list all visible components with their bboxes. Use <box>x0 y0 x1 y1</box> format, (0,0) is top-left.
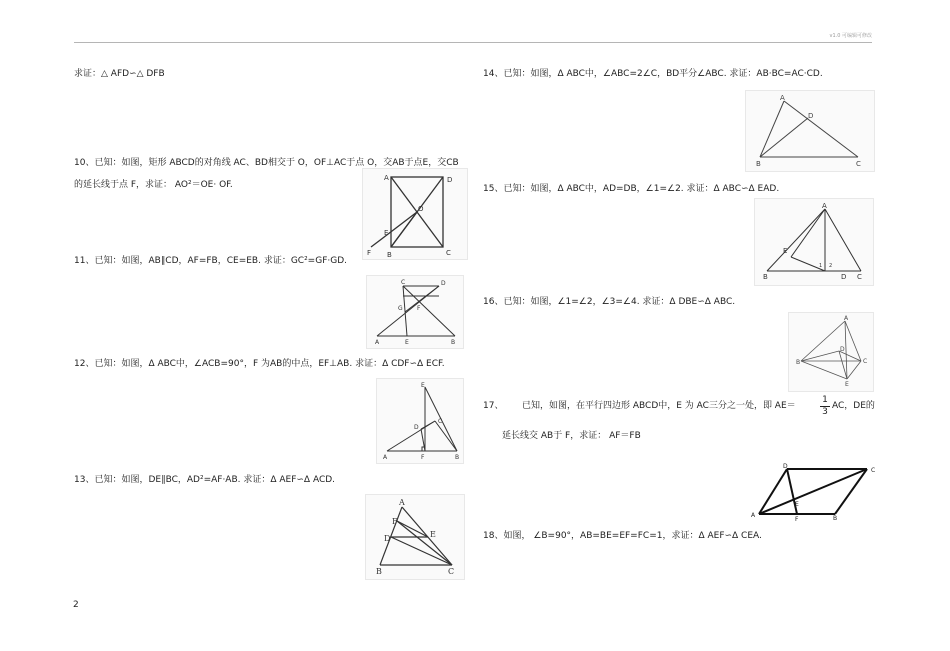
intro-statement: 求证：△ AFD∽△ DFB <box>74 69 165 79</box>
label-D: D <box>841 273 847 281</box>
label-B: B <box>833 515 838 521</box>
label-E: E <box>421 382 425 389</box>
label-C: C <box>438 418 443 425</box>
label-C: C <box>401 279 406 286</box>
label-B: B <box>451 339 456 346</box>
label-A: A <box>844 315 849 322</box>
label-D: D <box>441 280 446 287</box>
problem-12: 12、已知：如图，Δ ABC中，∠ACB=90°，F 为AB的中点，EF⊥AB. 求证：Δ CDF∽Δ ECF. <box>74 359 445 369</box>
label-C: C <box>856 160 861 168</box>
problem-17-line2: 延长线交 AB于 F，求证： AF＝FB <box>502 431 641 441</box>
problem-18: 18、如图， ∠B=90°，AB=BE=EF=FC=1，求证：Δ AEF∽Δ CEA. <box>483 531 762 541</box>
label-A: A <box>399 498 405 507</box>
header-rule <box>74 42 872 43</box>
label-D: D <box>447 176 453 184</box>
label-A: A <box>375 339 380 346</box>
label-B: B <box>756 160 761 168</box>
problem-10-line1: 10、已知：如图，矩形 ABCD的对角线 AC、BD相交于 O，OF⊥AC于点 O，交AB于点E，交CB <box>74 158 459 168</box>
label-A: A <box>822 202 827 210</box>
label-B: B <box>763 273 768 281</box>
label-C: C <box>871 467 876 474</box>
fraction-denominator: 3 <box>822 407 828 417</box>
label-E: E <box>795 501 799 508</box>
problem-11: 11、已知：如图，AB∥CD，AF=FB，CE=EB. 求证：GC²=GF·GD. <box>74 256 348 266</box>
label-E: E <box>384 229 389 237</box>
problem-17-line1: 已知，如图，在平行四边形 ABCD中，E 为 AC三分之一处，即 AE＝ <box>522 401 796 411</box>
label-C: C <box>857 273 862 281</box>
problem-14: 14、已知：如图，Δ ABC中，∠ABC=2∠C，BD平分∠ABC. 求证：AB·BC=AC·CD. <box>483 69 823 79</box>
label-D: D <box>840 346 845 353</box>
label-B: B <box>796 359 801 366</box>
label-E: E <box>405 339 409 346</box>
page-number: 2 <box>73 600 79 610</box>
figure-12 <box>376 378 464 464</box>
label-F: F <box>367 249 372 257</box>
fraction-numerator: 1 <box>822 395 828 405</box>
label-B: B <box>376 567 382 576</box>
figure-17 <box>746 460 878 522</box>
label-A: A <box>751 512 756 519</box>
label-F: F <box>795 516 799 521</box>
label-A: A <box>384 174 389 182</box>
problem-17-line1-tail: AC，DE的 <box>832 401 875 411</box>
problem-17-number: 17、 <box>483 401 504 411</box>
figure-15 <box>754 198 874 286</box>
label-D: D <box>783 463 788 470</box>
label-C: C <box>448 567 455 576</box>
label-C: C <box>446 249 451 257</box>
label-2: 2 <box>829 263 833 269</box>
problem-13: 13、已知：如图，DE∥BC，AD²=AF·AB. 求证：Δ AEF∽Δ ACD. <box>74 475 336 485</box>
problem-10-line2: 的延长线于点 F，求证： AO²＝OE· OF. <box>74 180 233 190</box>
figure-11 <box>366 275 464 349</box>
figure-13 <box>365 494 465 580</box>
label-E: E <box>430 530 436 539</box>
problem-15: 15、已知：如图，Δ ABC中，AD=DB，∠1=∠2. 求证：Δ ABC∽Δ EAD. <box>483 184 780 194</box>
fraction-one-third <box>820 396 830 417</box>
label-F: F <box>392 517 398 526</box>
label-D: D <box>384 534 391 543</box>
label-A: A <box>780 94 785 102</box>
label-B: B <box>455 454 460 461</box>
header-version: v1.0 可编辑可修改 <box>829 33 872 39</box>
label-E: E <box>845 381 849 388</box>
label-O: O <box>418 205 424 213</box>
figure-10 <box>362 168 468 260</box>
problem-16: 16、已知：如图，∠1=∠2，∠3=∠4. 求证：Δ DBE∽Δ ABC. <box>483 297 736 307</box>
label-D: D <box>414 424 419 431</box>
label-G: G <box>398 305 403 312</box>
label-E: E <box>783 247 788 255</box>
label-C: C <box>863 358 868 365</box>
figure-16 <box>788 312 874 392</box>
label-F: F <box>421 454 425 461</box>
figure-14 <box>745 90 875 172</box>
label-F: F <box>417 305 421 312</box>
label-D: D <box>808 112 814 120</box>
label-1: 1 <box>819 263 823 269</box>
label-B: B <box>387 251 392 259</box>
label-A: A <box>383 454 388 461</box>
